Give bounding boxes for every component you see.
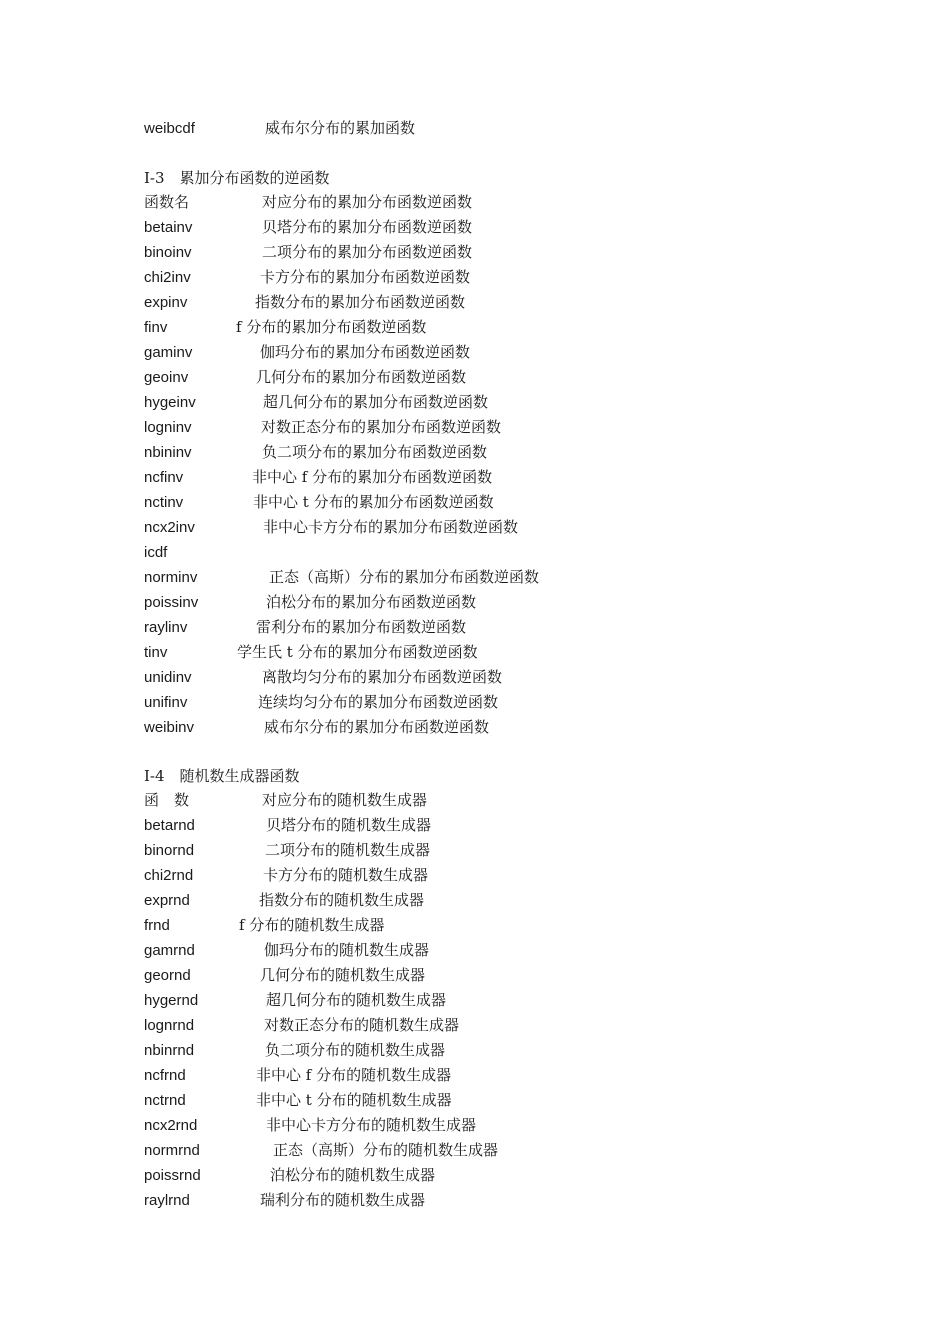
function-description: 伽玛分布的累加分布函数逆函数 [260, 343, 471, 361]
function-name: nctinv [144, 494, 184, 511]
function-description: 雷利分布的累加分布函数逆函数 [256, 618, 467, 636]
function-name: raylinv [144, 619, 188, 636]
function-name: nctrnd [144, 1092, 186, 1109]
function-name: weibinv [144, 719, 195, 736]
function-name: poissrnd [144, 1167, 201, 1184]
header-function-name: 函数名 [144, 193, 190, 211]
function-description: 几何分布的累加分布函数逆函数 [256, 368, 467, 386]
function-name: finv [144, 319, 168, 336]
function-description: 泊松分布的随机数生成器 [270, 1166, 436, 1184]
function-name: frnd [144, 917, 170, 934]
function-description: 非中心卡方分布的随机数生成器 [266, 1116, 477, 1134]
function-description: 非中心 f 分布的随机数生成器 [256, 1066, 452, 1084]
function-description: 贝塔分布的随机数生成器 [266, 816, 432, 834]
function-description: 对数正态分布的随机数生成器 [264, 1016, 460, 1034]
header-description: 对应分布的累加分布函数逆函数 [262, 193, 473, 211]
function-name: ncfinv [144, 469, 184, 486]
function-description: 非中心 f 分布的累加分布函数逆函数 [252, 468, 493, 486]
function-name: exprnd [144, 892, 190, 909]
function-name: ncx2inv [144, 519, 195, 536]
function-description: 正态（高斯）分布的随机数生成器 [273, 1141, 499, 1159]
function-name: normrnd [144, 1142, 200, 1159]
function-name: chi2rnd [144, 867, 194, 884]
section-heading-i4: Ⅰ-4 随机数生成器函数 [144, 767, 300, 785]
function-description: 卡方分布的累加分布函数逆函数 [260, 268, 471, 286]
function-description: 伽玛分布的随机数生成器 [264, 941, 430, 959]
function-description: 学生氏 t 分布的累加分布函数逆函数 [237, 643, 478, 661]
function-description: 威布尔分布的累加分布函数逆函数 [264, 718, 490, 736]
function-description: 非中心 t 分布的累加分布函数逆函数 [253, 493, 494, 511]
function-description: f 分布的累加分布函数逆函数 [236, 318, 427, 336]
function-description: 离散均匀分布的累加分布函数逆函数 [262, 668, 503, 686]
function-description: 指数分布的累加分布函数逆函数 [255, 293, 466, 311]
function-name: hygeinv [144, 394, 196, 411]
function-name: norminv [144, 569, 198, 586]
function-description: 正态（高斯）分布的累加分布函数逆函数 [269, 568, 540, 586]
function-name: lognrnd [144, 1017, 195, 1034]
function-name: tinv [144, 644, 168, 661]
function-name: ncx2rnd [144, 1117, 198, 1134]
function-name: icdf [144, 544, 168, 561]
function-name: hygernd [144, 992, 199, 1009]
function-name: ncfrnd [144, 1067, 186, 1084]
function-name: poissinv [144, 594, 199, 611]
function-description: 卡方分布的随机数生成器 [263, 866, 429, 884]
function-description: 负二项分布的随机数生成器 [265, 1041, 446, 1059]
function-name: geoinv [144, 369, 189, 386]
function-description: f 分布的随机数生成器 [239, 916, 385, 934]
function-name: geornd [144, 967, 191, 984]
function-name: binoinv [144, 244, 192, 261]
function-description: 指数分布的随机数生成器 [259, 891, 425, 909]
function-description: 二项分布的随机数生成器 [265, 841, 431, 859]
function-description: 瑞利分布的随机数生成器 [260, 1191, 426, 1209]
function-description: 对数正态分布的累加分布函数逆函数 [261, 418, 502, 436]
function-description: 二项分布的累加分布函数逆函数 [262, 243, 473, 261]
function-name: nbininv [144, 444, 192, 461]
function-name: betainv [144, 219, 193, 236]
function-name: raylrnd [144, 1192, 190, 1209]
header-description: 对应分布的随机数生成器 [262, 791, 428, 809]
section-heading-i3: Ⅰ-3 累加分布函数的逆函数 [144, 169, 330, 187]
function-name: unifinv [144, 694, 188, 711]
function-description: 负二项分布的累加分布函数逆函数 [262, 443, 488, 461]
function-description: 泊松分布的累加分布函数逆函数 [266, 593, 477, 611]
function-name: nbinrnd [144, 1042, 195, 1059]
function-description: 威布尔分布的累加函数 [265, 119, 416, 137]
function-name: betarnd [144, 817, 195, 834]
function-name: expinv [144, 294, 188, 311]
function-description: 连续均匀分布的累加分布函数逆函数 [258, 693, 499, 711]
function-name: gamrnd [144, 942, 195, 959]
function-description: 非中心 t 分布的随机数生成器 [256, 1091, 452, 1109]
function-name: chi2inv [144, 269, 191, 286]
function-description: 非中心卡方分布的累加分布函数逆函数 [263, 518, 519, 536]
function-name: logninv [144, 419, 192, 436]
function-name: gaminv [144, 344, 193, 361]
function-name: binornd [144, 842, 195, 859]
function-name: weibcdf [144, 120, 195, 137]
function-name: unidinv [144, 669, 192, 686]
function-description: 几何分布的随机数生成器 [260, 966, 426, 984]
function-description: 贝塔分布的累加分布函数逆函数 [262, 218, 473, 236]
function-description: 超几何分布的随机数生成器 [266, 991, 447, 1009]
function-description: 超几何分布的累加分布函数逆函数 [263, 393, 489, 411]
header-function-name: 函 数 [144, 791, 190, 809]
